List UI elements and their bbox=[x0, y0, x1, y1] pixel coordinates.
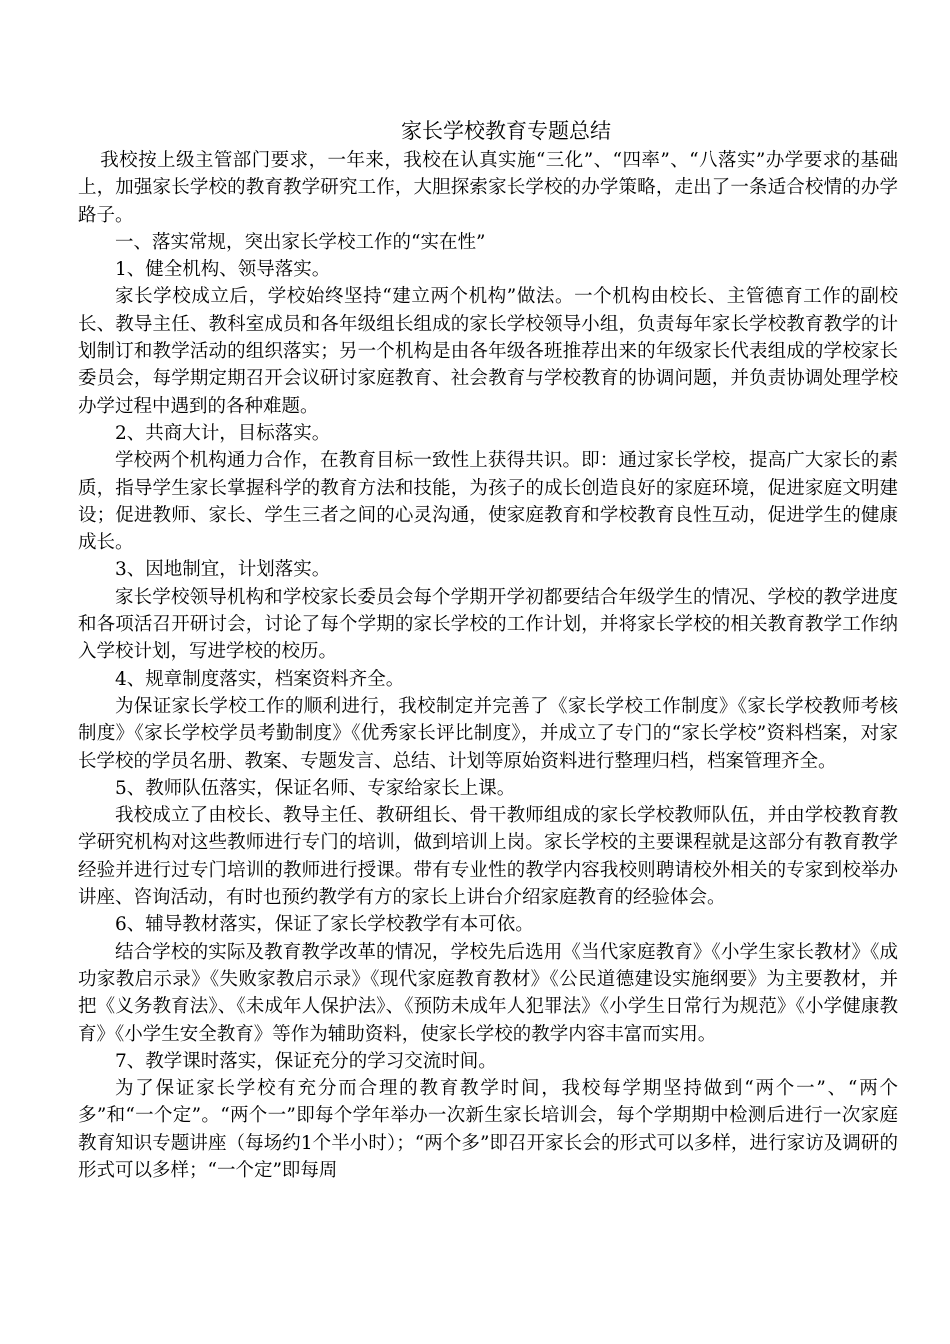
document-title: 家长学校教育专题总结 bbox=[401, 119, 611, 143]
body-paragraph-2: 学校两个机构通力合作，在教育目标一致性上获得共识。即：通过家长学校，提高广大家长的素质，指导学生家长掌握科学的教育方法和技能，为孩子的成长创造良好的家庭环境，促进家庭文明建设；促进教师、家长、学生三者之间的心灵沟通，使家庭教育和学校教育良性互动，促进学生的健康成长。 bbox=[78, 450, 898, 554]
body-paragraph-5: 我校成立了由校长、教导主任、教研组长、骨干教师组成的家长学校教师队伍，并由学校教育教学研究机构对这些教师进行专门的培训，做到培训上岗。家长学校的主要课程就是这部分有教育教学经验并进行过专门培训的教师进行授课。带有专业性的教学内容我校则聘请校外相关的专家到校举办讲座、咨询活动，有时也预约教学有方的家长上讲台介绍家庭教育的经验体会。 bbox=[78, 805, 898, 909]
body-paragraph-3: 家长学校领导机构和学校家长委员会每个学期开学初都要结合年级学生的情况、学校的教学进度和各项活召开研讨会，讨论了每个学期的家长学校的工作计划，并将家长学校的相关教育教学工作纳入学校计划，写进学校的校历。 bbox=[78, 586, 898, 663]
body-paragraph-1: 家长学校成立后，学校始终坚持“建立两个机构”做法。一个机构由校长、主管德育工作的副校长、教导主任、教科室成员和各年级组长组成的家长学校领导小组，负责每年家长学校教育教学的计划制订和教学活动的组织落实；另一个机构是由各年级各班推荐出来的年级家长代表组成的学校家长委员会，每学期定期召开会议研讨家庭教育、社会教育与学校教育的协调问题，并负责协调处理学校办学过程中遇到的各种难题。 bbox=[78, 286, 898, 417]
body-paragraph-7: 为了保证家长学校有充分而合理的教育教学时间，我校每学期坚持做到“两个一”、“两个多”和“一个定”。“两个一”即每个学年举办一次新生家长培训会，每个学期期中检测后进行一次家庭教育知识专题讲座（每场约1个半小时）；“两个多”即召开家长会的形式可以多样，进行家访及调研的形式可以多样；“一个定”即每周 bbox=[78, 1078, 898, 1181]
subheading-1: 1、健全机构、领导落实。 bbox=[115, 259, 331, 281]
subheading-7: 7、教学课时落实，保证充分的学习交流时间。 bbox=[115, 1050, 497, 1072]
document-page bbox=[78, 118, 898, 1184]
subheading-2: 2、共商大计，目标落实。 bbox=[115, 422, 331, 444]
subheading-6: 6、辅导教材落实，保证了家长学校教学有本可依。 bbox=[115, 914, 534, 936]
section-heading-1: 一、落实常规，突出家长学校工作的“实在性” bbox=[115, 231, 486, 253]
intro-paragraph: 我校按上级主管部门要求，一年来，我校在认真实施“三化”、“四率”、“八落实”办学要求的基础上，加强家长学校的教育教学研究工作，大胆探索家长学校的办学策略，走出了一条适合校情的办学路子。 bbox=[78, 150, 898, 226]
subheading-3: 3、因地制宜，计划落实。 bbox=[115, 559, 331, 581]
subheading-4: 4、规章制度落实，档案资料齐全。 bbox=[115, 668, 405, 690]
body-paragraph-6: 结合学校的实际及教育教学改革的情况，学校先后选用《当代家庭教育》《小学生家长教材》《成功家教启示录》《失败家教启示录》《现代家庭教育教材》《公民道德建设实施纲要》为主要教材，并把《义务教育法》、《未成年人保护法》、《预防未成年人犯罪法》《小学生日常行为规范》《小学健康教育》《小学生安全教育》等作为辅助资料，使家长学校的教学内容丰富而实用。 bbox=[78, 941, 898, 1045]
body-paragraph-4: 为保证家长学校工作的顺利进行，我校制定并完善了《家长学校工作制度》《家长学校教师考核制度》《家长学校学员考勤制度》《优秀家长评比制度》，并成立了专门的“家长学校”资料档案，对家长学校的学员名册、教案、专题发言、总结、计划等原始资料进行整理归档，档案管理齐全。 bbox=[78, 695, 898, 772]
subheading-5: 5、教师队伍落实，保证名师、专家给家长上课。 bbox=[115, 777, 516, 799]
